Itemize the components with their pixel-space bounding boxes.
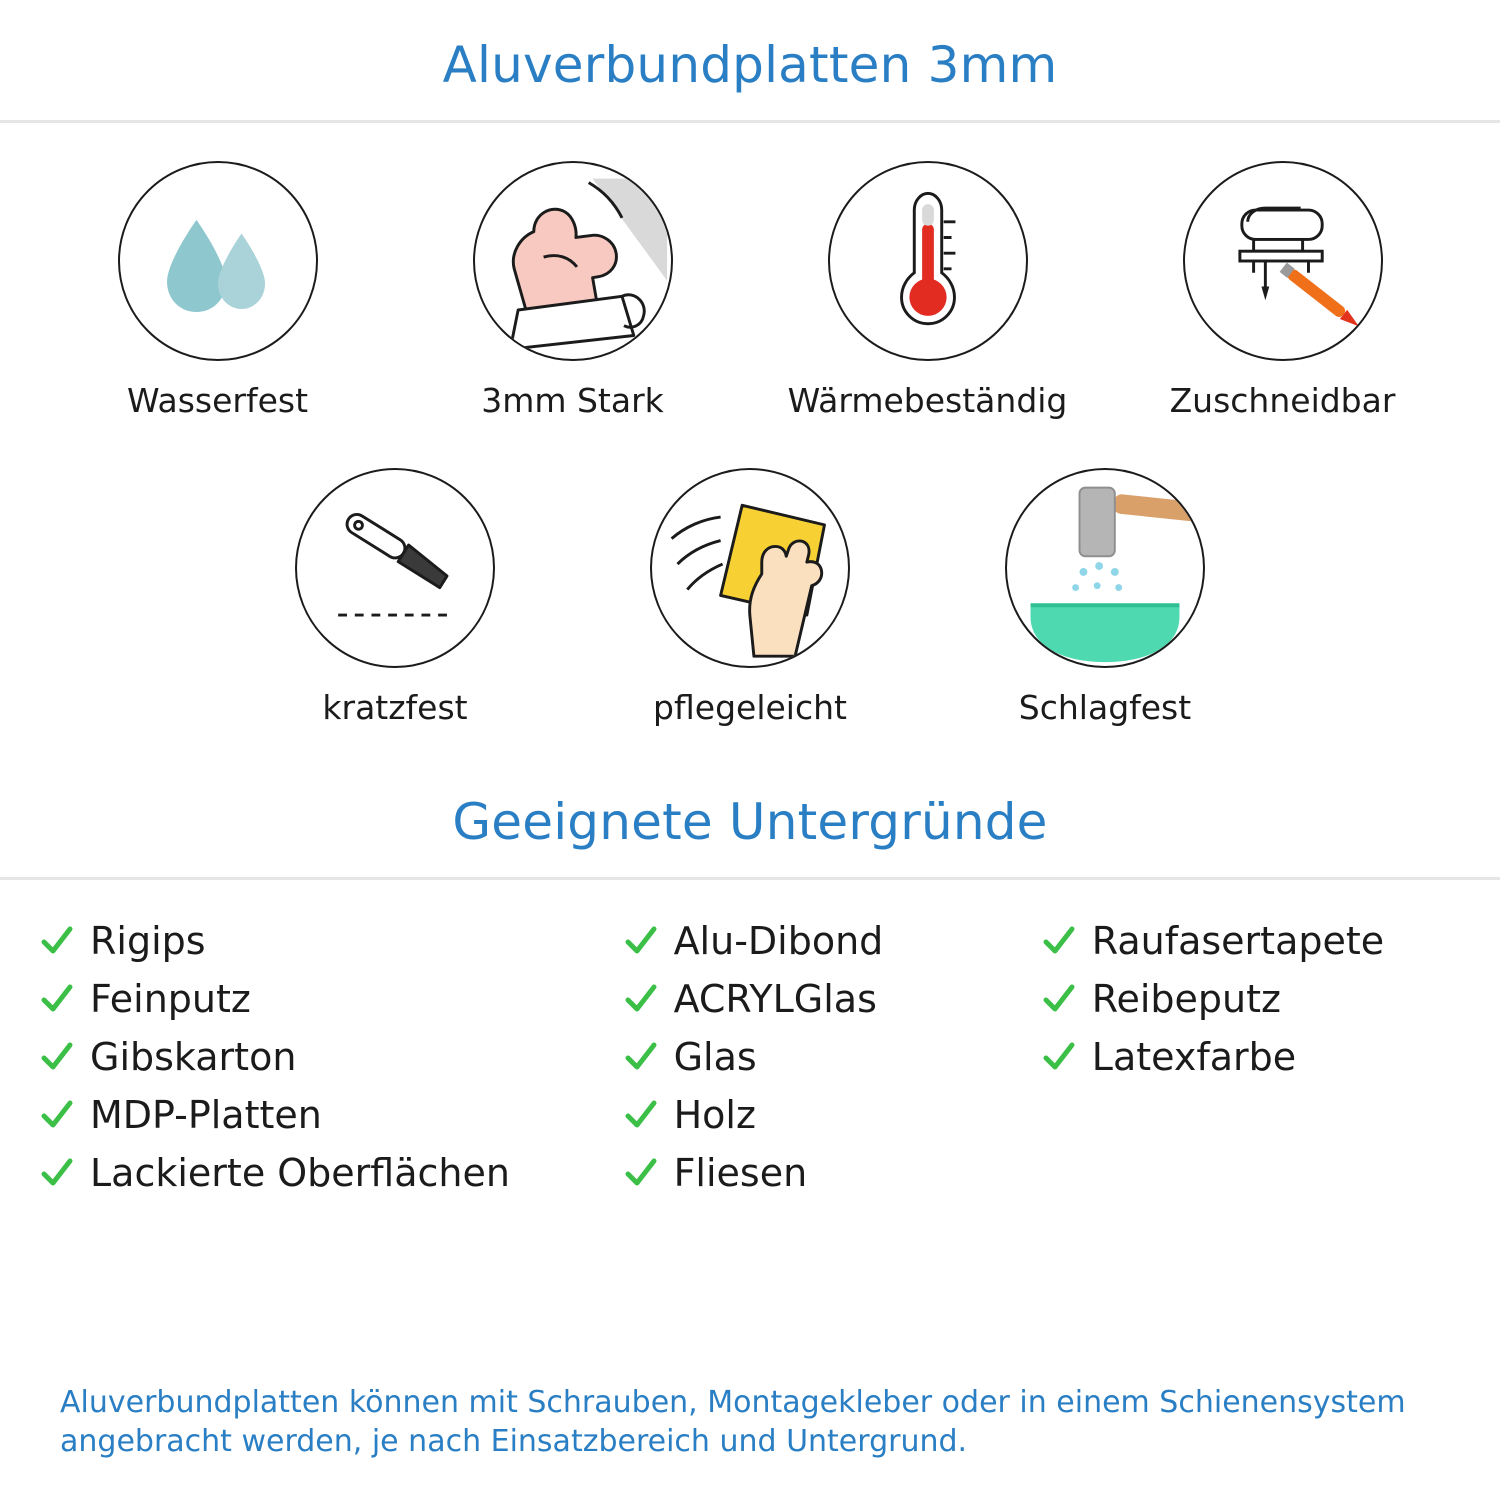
list-item [40,972,624,1026]
feature-label: pflegeleicht [653,688,847,727]
check-icon [1042,924,1076,958]
substrates-column-2 [624,914,1042,1200]
feature-label: Wärmebeständig [787,381,1068,420]
list-item-label: Lackierte Oberflächen [90,1151,510,1195]
list-item-label: Alu-Dibond [673,919,884,963]
list-item-label: Glas [673,1035,757,1079]
substrates-column-3 [1042,914,1460,1200]
feature-label: Wasserfest [126,381,309,420]
icon-circle [828,161,1028,361]
feature-label: Zuschneidbar [1169,381,1396,420]
page-title: Aluverbundplatten 3mm [442,36,1058,94]
list-item-label: Gibskarton [90,1035,297,1079]
check-icon [624,1040,658,1074]
substrates-header [0,793,1500,851]
header [0,0,1500,94]
list-item-label: Latexfarbe [1091,1035,1297,1079]
check-icon [624,924,658,958]
icon-circle [1183,161,1383,361]
check-icon [1042,982,1076,1016]
feature-row-2 [0,468,1500,727]
substrates-title: Geeignete Untergründe [452,793,1048,851]
check-icon [40,1156,74,1190]
list-item [1042,1030,1460,1084]
check-icon [40,982,74,1016]
feature-pflegeleicht [628,468,873,727]
icon-circle [473,161,673,361]
substrates-list [0,880,1500,1200]
feature-kratzfest [273,468,518,727]
list-item [624,1030,1042,1084]
check-icon [624,1098,658,1132]
list-item-label: Fliesen [673,1151,808,1195]
list-item-label: MDP-Platten [90,1093,322,1137]
flexing-arm-icon [475,161,671,361]
check-icon [1042,1040,1076,1074]
list-item [40,914,624,968]
knife-scratch-icon [297,468,493,668]
list-item-label: Holz [673,1093,756,1137]
check-icon [40,1098,74,1132]
substrates-column-1 [40,914,624,1200]
feature-label: Schlagfest [1018,688,1192,727]
feature-label: 3mm Stark [481,381,664,420]
feature-row-1 [0,161,1500,420]
list-item [40,1088,624,1142]
feature-waermebestaendig [787,161,1068,420]
hammer-impact-icon [1007,468,1203,668]
check-icon [40,1040,74,1074]
icon-circle [295,468,495,668]
list-item-label: Raufasertapete [1091,919,1385,963]
water-drops-icon [120,161,316,361]
footer-note: Aluverbundplatten können mit Schrauben, Montagekleber oder in einem Schienensystem angebracht werden, je nach Einsatzbereich und Untergrund. [60,1384,1406,1460]
check-icon [624,982,658,1016]
icon-circle [650,468,850,668]
thermometer-icon [830,161,1026,361]
feature-label: kratzfest [322,688,468,727]
hand-cloth-wipe-icon [652,468,848,668]
check-icon [624,1156,658,1190]
list-item [624,914,1042,968]
list-item [1042,914,1460,968]
icon-circle [1005,468,1205,668]
list-item-label: Reibeputz [1091,977,1281,1021]
feature-zuschneidbar [1160,161,1405,420]
list-item [624,1088,1042,1142]
feature-wasserfest [95,161,340,420]
list-item [40,1030,624,1084]
list-item [624,972,1042,1026]
feature-schlagfest [983,468,1228,727]
list-item-label: Feinputz [90,977,251,1021]
list-item-label: Rigips [90,919,206,963]
feature-grid [0,123,1500,727]
list-item [624,1146,1042,1200]
list-item [40,1146,624,1200]
list-item-label: ACRYLGlas [673,977,877,1021]
list-item [1042,972,1460,1026]
check-icon [40,924,74,958]
feature-3mm-stark [450,161,695,420]
jigsaw-cutter-icon [1185,161,1381,361]
icon-circle [118,161,318,361]
